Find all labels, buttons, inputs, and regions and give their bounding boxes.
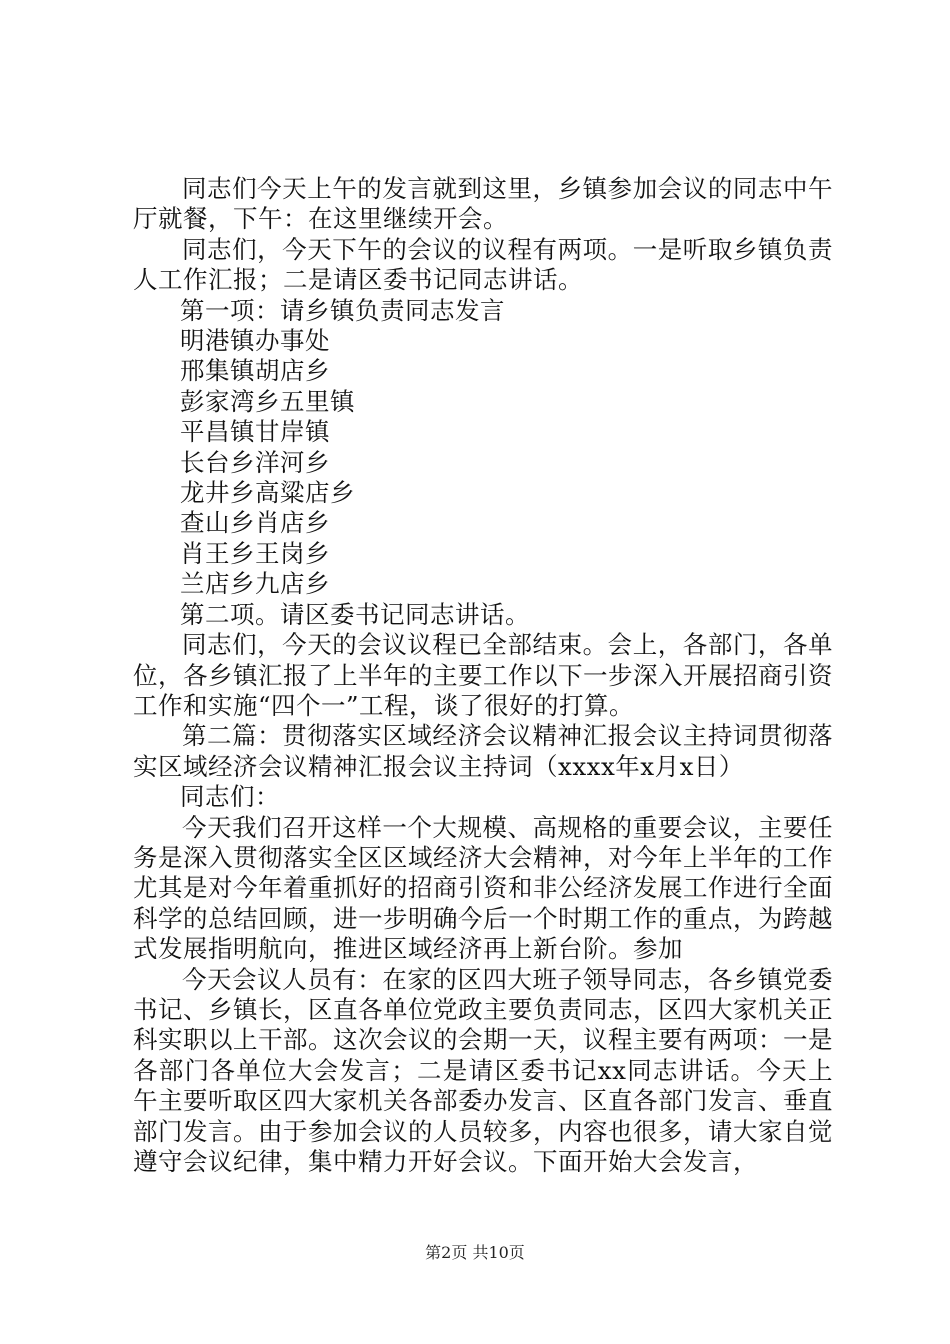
agenda-item: 查山乡肖店乡	[180, 508, 330, 538]
agenda-item: 彭家湾乡五里镇	[180, 386, 355, 416]
page-number-label: 第2页 共10页	[425, 1243, 525, 1262]
section-heading: 第二篇：贯彻落实区域经济会议精神汇报会议主持词贯彻落实区域经济会议精神汇报会议主持词（xxxx年x月x日）	[133, 721, 833, 781]
salutation: 同志们：	[180, 782, 280, 812]
paragraph: 同志们今天上午的发言就到这里，乡镇参加会议的同志中午厅就餐，下午：在这里继续开会。	[133, 174, 833, 234]
agenda-item: 第二项。请区委书记同志讲话。	[180, 599, 530, 629]
agenda-item: 明港镇办事处	[180, 326, 330, 356]
agenda-item: 长台乡洋河乡	[180, 447, 330, 477]
agenda-item: 兰店乡九店乡	[180, 569, 330, 599]
paragraph: 同志们，今天的会议议程已全部结束。会上，各部门，各单位，各乡镇汇报了上半年的主要工作以下一步深入开展招商引资工作和实施“四个一”工程，谈了很好的打算。	[133, 630, 833, 720]
agenda-item: 第一项：请乡镇负责同志发言	[180, 295, 505, 325]
agenda-item: 邢集镇胡店乡	[180, 356, 330, 386]
agenda-item: 龙井乡高粱店乡	[180, 478, 355, 508]
paragraph: 今天会议人员有：在家的区四大班子领导同志，各乡镇党委书记、乡镇长，区直各单位党政主要负责同志，区四大家机关正科实职以上干部。这次会议的会期一天，议程主要有两项：一是各部门各单位大会发言；二是请区委书记xx同志讲话。今天上午主要听取区四大家机关各部委办发言、区直各部门发言、垂直部门发言。由于参加会议的人员较多，内容也很多，请大家自觉遵守会议纪律，集中精力开好会议。下面开始大会发言，	[133, 964, 833, 1176]
document-body	[133, 174, 833, 1177]
agenda-item: 肖王乡王岗乡	[180, 538, 330, 568]
agenda-item: 平昌镇甘岸镇	[180, 417, 330, 447]
paragraph: 今天我们召开这样一个大规模、高规格的重要会议，主要任务是深入贯彻落实全区区域经济大会精神，对今年上半年的工作尤其是对今年着重抓好的招商引资和非公经济发展工作进行全面科学的总结回顾，进一步明确今后一个时期工作的重点，为跨越式发展指明航向，推进区域经济再上新台阶。参加	[133, 812, 833, 964]
paragraph: 同志们，今天下午的会议的议程有两项。一是听取乡镇负责人工作汇报；二是请区委书记同志讲话。	[133, 234, 833, 295]
page-footer	[0, 1243, 950, 1263]
